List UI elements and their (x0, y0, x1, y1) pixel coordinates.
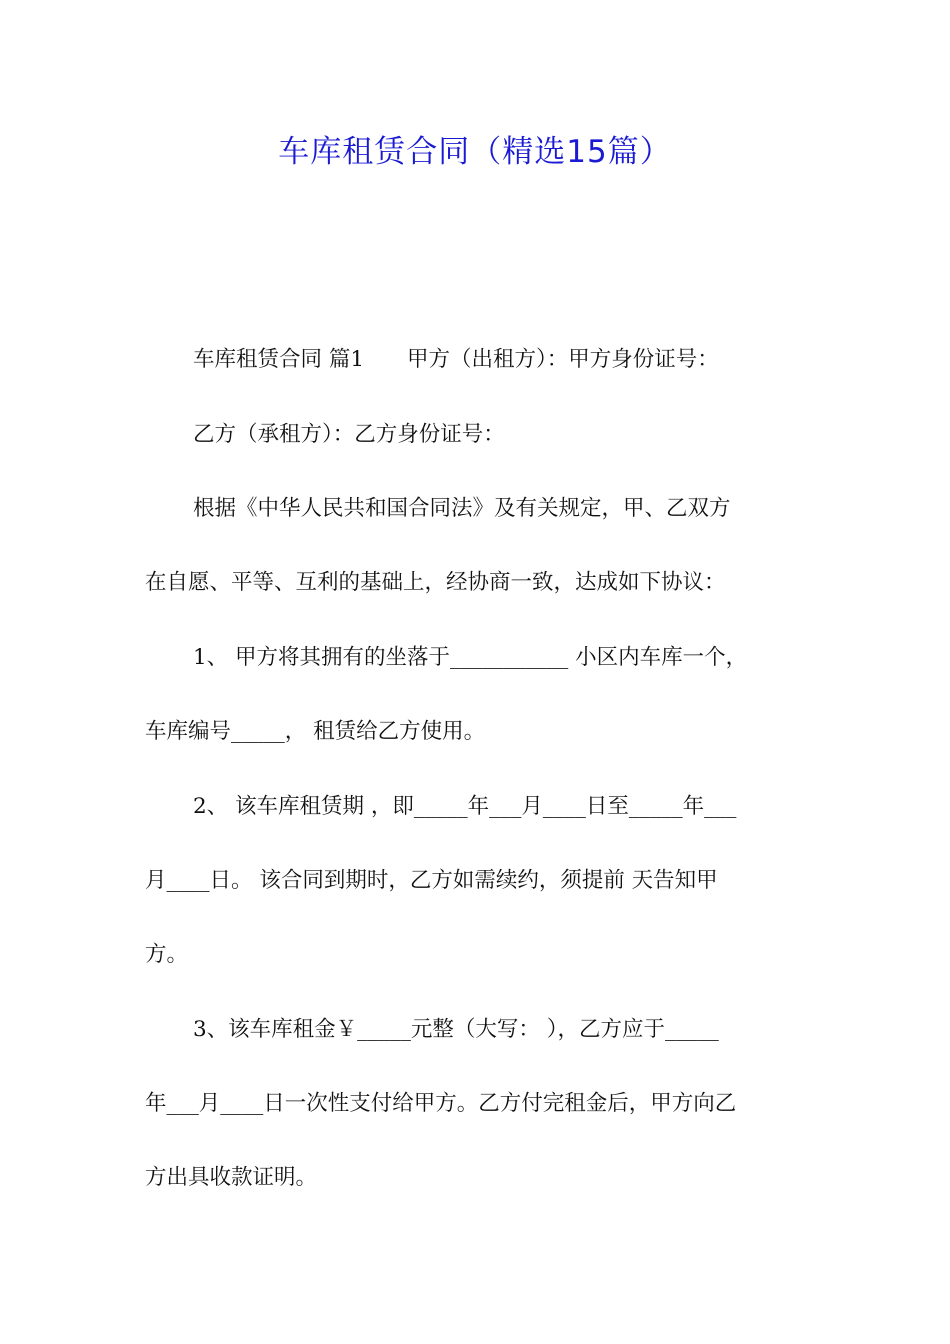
paragraph-line-8: 月____日。 该合同到期时，乙方如需续约，须提前 天告知甲 (145, 868, 718, 893)
paragraph-line-1: 车库租赁合同 篇1 甲方（出租方）：甲方身份证号： (193, 347, 719, 372)
paragraph-line-4: 在自愿、平等、互利的基础上，经协商一致，达成如下协议： (145, 570, 726, 595)
paragraph-line-5: 1、 甲方将其拥有的坐落于___________ 小区内车库一个， (193, 645, 748, 670)
paragraph-line-11: 年___月____日一次性支付给甲方。乙方付完租金后，甲方向乙 (145, 1091, 737, 1116)
paragraph-line-7: 2、 该车库租赁期 ，即_____年___月____日至_____年___ (193, 794, 737, 819)
paragraph-line-10: 3、该车库租金￥_____元整（大写： ），乙方应于_____ (193, 1017, 719, 1042)
paragraph-line-3: 根据《中华人民共和国合同法》及有关规定，甲、乙双方 (193, 496, 731, 521)
paragraph-line-2: 乙方（承租方）：乙方身份证号： (193, 422, 505, 447)
paragraph-line-12: 方出具收款证明。 (145, 1165, 318, 1190)
paragraph-line-9: 方。 (145, 942, 189, 967)
paragraph-line-6: 车库编号_____， 租赁给乙方使用。 (145, 719, 486, 744)
document-title: 车库租赁合同（精选15篇） (278, 134, 672, 170)
